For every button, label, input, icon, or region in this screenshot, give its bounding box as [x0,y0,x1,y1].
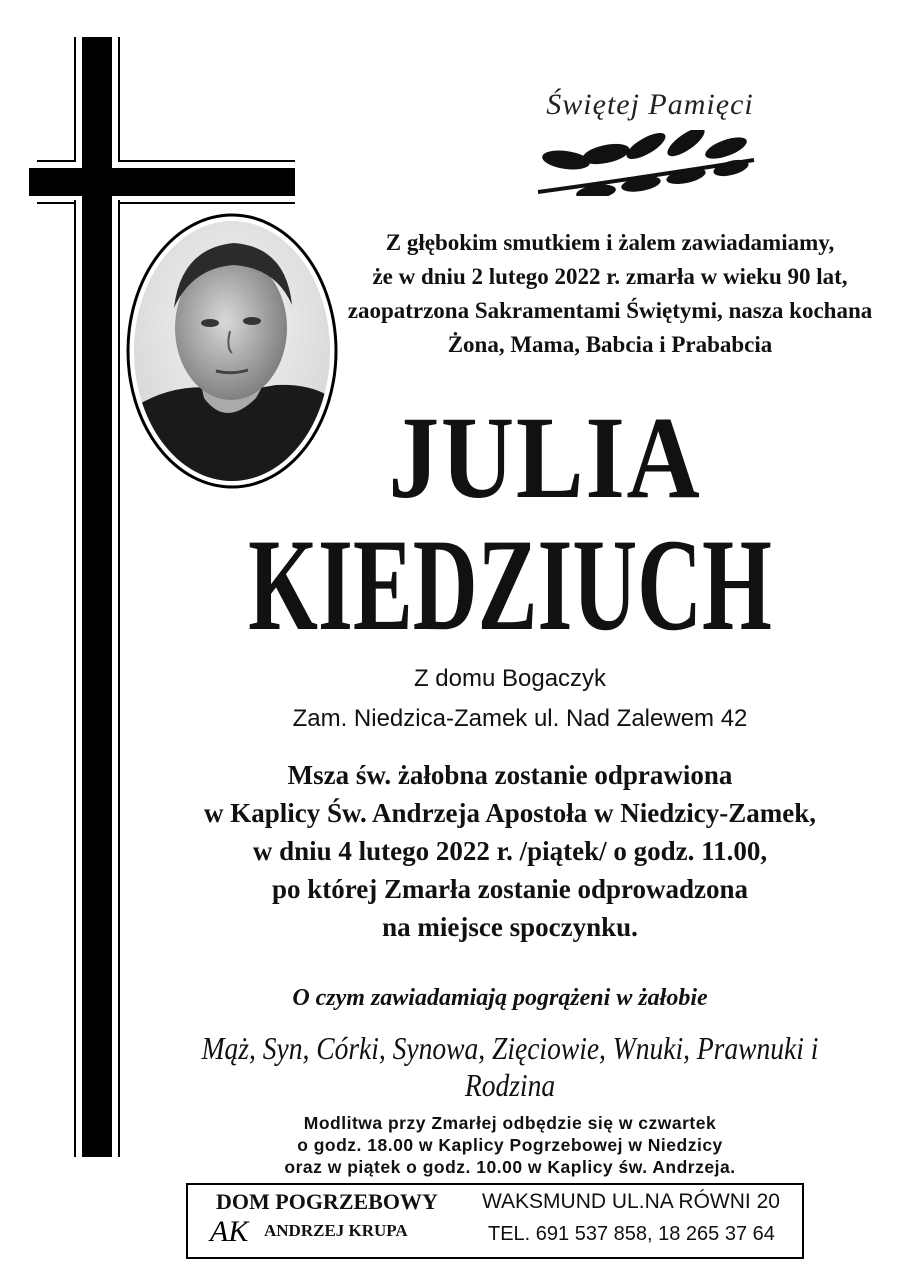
deceased-first-name: JULIA [388,392,702,523]
mass-line: Msza św. żałobna zostanie odprawiona [287,760,733,790]
cross-outline-right [118,200,120,1157]
cross-outline-left [74,200,76,1157]
announcement-line: Z głębokim smutkiem i żalem zawiadamiamy, [385,230,835,255]
mass-line: w Kaplicy Św. Andrzeja Apostoła w Niedzicy-Zamek, [204,798,816,828]
funeral-home-phone: TEL. 691 537 858, 18 265 37 64 [488,1223,775,1245]
announcement-line: Żona, Mama, Babcia i Prababcia [447,332,773,357]
prayer-line: o godz. 18.00 w Kaplicy Pogrzebowej w Niedzicy [297,1135,723,1155]
mourners-intro: O czym zawiadamiają pogrążeni w żałobie [292,985,708,1011]
mass-line: w dniu 4 lutego 2022 r. /piątek/ o godz. 11.00, [252,836,768,866]
announcement-text [330,226,890,362]
cross-outline-top-right [118,160,295,162]
announcement-line: zaopatrzona Sakramentami Świętymi, nasza kochana [347,298,873,323]
cross-outline-bottom-left [37,202,76,204]
funeral-home-box [186,1183,804,1259]
header-script-title: Świętej Pamięci [546,88,754,121]
logo-letters: AK [210,1215,249,1247]
mass-info [130,756,890,946]
announcement-line: że w dniu 2 lutego 2022 r. zmarła w wieku 90 lat, [372,264,848,289]
funeral-home-address: WAKSMUND UL.NA RÓWNI 20 [482,1190,780,1213]
mass-line: na miejsce spoczynku. [382,912,638,942]
cross-outline-top-right-v [118,37,120,162]
prayer-line: Modlitwa przy Zmarłej odbędzie się w czwartek [303,1113,717,1133]
cross-outline-top-left [37,160,74,162]
ak-logo-icon [208,1211,262,1247]
cross-vertical-beam [82,37,112,1157]
cross-outline-bottom-right [118,202,295,204]
portrait-photo [126,213,338,489]
prayer-info [150,1112,870,1178]
cross-outline-top-left-v [74,37,76,162]
funeral-home-owner: ANDRZEJ KRUPA [264,1221,408,1240]
funeral-home-name: DOM POGRZEBOWY [216,1189,438,1214]
deceased-last-name: KIEDZIUCH [248,511,772,658]
cross-horizontal-beam [29,168,295,196]
mass-line: po której Zmarła zostanie odprowadzona [271,874,748,904]
deceased-address: Zam. Niedzica-Zamek ul. Nad Zalewem 42 [292,705,748,732]
prayer-line: oraz w piątek o godz. 10.00 w Kaplicy św. Andrzeja. [284,1157,736,1177]
mourners-family: Mąż, Syn, Córki, Synowa, Zięciowie, Wnuki, Prawnuki i Rodzina [201,1030,819,1103]
maiden-name: Z domu Bogaczyk [413,665,607,692]
olive-branch-icon [536,130,758,196]
